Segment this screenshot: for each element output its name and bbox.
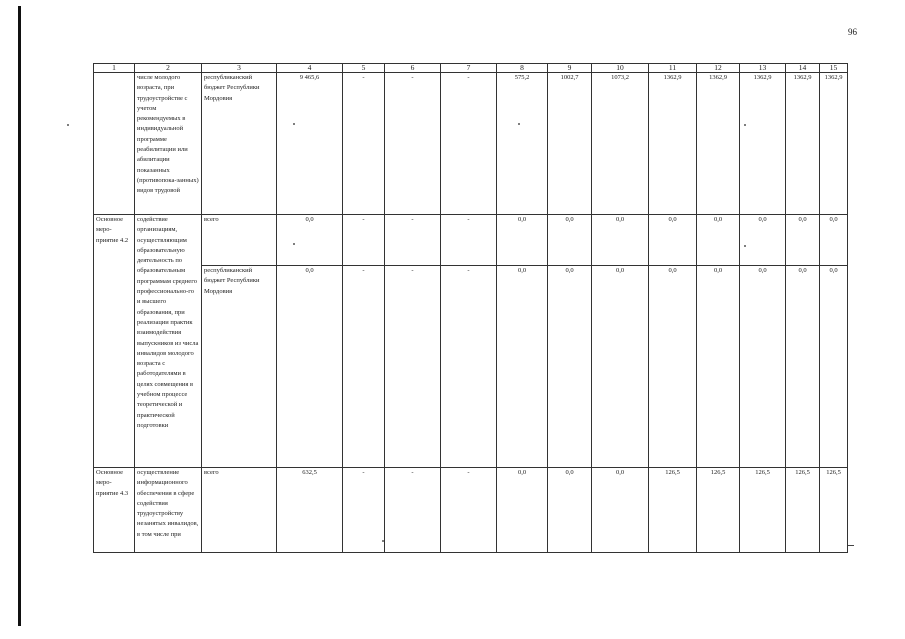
- value-cell: 126,5: [740, 468, 786, 553]
- page-number: 96: [848, 27, 857, 37]
- value-cell: -: [441, 73, 497, 215]
- activity-cell: Основное меро-приятие 4.3: [94, 468, 135, 553]
- scan-mark: [848, 545, 854, 546]
- value-cell: 1362,9: [820, 73, 848, 215]
- value-cell: -: [385, 468, 441, 553]
- header-cell: 15: [820, 64, 848, 73]
- value-cell: 126,5: [820, 468, 848, 553]
- value-cell: 0,0: [786, 266, 820, 468]
- value-cell: 1362,9: [786, 73, 820, 215]
- value-cell: -: [343, 266, 385, 468]
- value-cell: 126,5: [786, 468, 820, 553]
- value-cell: 0,0: [697, 215, 740, 266]
- value-cell: -: [441, 215, 497, 266]
- value-cell: -: [385, 266, 441, 468]
- value-cell: 1362,9: [697, 73, 740, 215]
- header-cell: 7: [441, 64, 497, 73]
- funding-source-cell: всего: [202, 468, 277, 553]
- description-cell: числе молодого возраста, при трудоустройстве с учетом рекомендуемых в индивидуальной программе реабилитации или абилитации показанных (противопока-занных) видов трудовой: [135, 73, 202, 215]
- value-cell: -: [441, 468, 497, 553]
- header-cell: 9: [548, 64, 592, 73]
- value-cell: 0,0: [548, 215, 592, 266]
- header-cell: 13: [740, 64, 786, 73]
- value-cell: 0,0: [820, 215, 848, 266]
- value-cell: 1362,9: [740, 73, 786, 215]
- header-cell: 4: [277, 64, 343, 73]
- funding-source-cell: республиканский бюджет Республики Мордовия: [202, 73, 277, 215]
- value-cell: -: [343, 73, 385, 215]
- value-cell: 632,5: [277, 468, 343, 553]
- value-cell: -: [385, 215, 441, 266]
- header-cell: 2: [135, 64, 202, 73]
- value-cell: 0,0: [497, 266, 548, 468]
- table-row: [94, 266, 848, 468]
- header-cell: 6: [385, 64, 441, 73]
- value-cell: 0,0: [786, 215, 820, 266]
- value-cell: -: [343, 215, 385, 266]
- value-cell: 0,0: [548, 266, 592, 468]
- table-row: [94, 73, 848, 215]
- scan-speck: [293, 243, 295, 245]
- header-cell: 14: [786, 64, 820, 73]
- header-cell: 10: [592, 64, 649, 73]
- scan-speck: [744, 245, 746, 247]
- value-cell: 575,2: [497, 73, 548, 215]
- value-cell: 0,0: [740, 266, 786, 468]
- value-cell: -: [441, 266, 497, 468]
- header-cell: 11: [649, 64, 697, 73]
- scan-speck: [382, 540, 384, 542]
- value-cell: 1362,9: [649, 73, 697, 215]
- header-cell: 1: [94, 64, 135, 73]
- table-row: [94, 215, 848, 266]
- scan-edge-line: [18, 6, 21, 626]
- activity-cell: [94, 73, 135, 215]
- scan-speck: [67, 124, 69, 126]
- header-cell: 3: [202, 64, 277, 73]
- description-cell: содействие организациям, осуществляющим образовательную деятельность по образовательным программам среднего профессионально-го и высшего образования, при реализации практик взаимодействия выпускников из числа инвалидов молодого возраста с работодателями в целях совмещения в учебном процессе теоретической и практической подготовки: [135, 215, 202, 468]
- value-cell: 0,0: [649, 266, 697, 468]
- activity-cell: Основное меро-приятие 4.2: [94, 215, 135, 468]
- value-cell: 0,0: [649, 215, 697, 266]
- value-cell: 0,0: [740, 215, 786, 266]
- value-cell: 126,5: [697, 468, 740, 553]
- value-cell: 126,5: [649, 468, 697, 553]
- table-header-row: [94, 64, 848, 73]
- value-cell: 0,0: [592, 266, 649, 468]
- value-cell: 9 465,6: [277, 73, 343, 215]
- header-cell: 5: [343, 64, 385, 73]
- scan-speck: [744, 124, 746, 126]
- value-cell: 0,0: [592, 468, 649, 553]
- value-cell: 1073,2: [592, 73, 649, 215]
- value-cell: 0,0: [497, 468, 548, 553]
- value-cell: 0,0: [277, 215, 343, 266]
- value-cell: 0,0: [697, 266, 740, 468]
- funding-source-cell: всего: [202, 215, 277, 266]
- value-cell: 0,0: [548, 468, 592, 553]
- value-cell: 0,0: [277, 266, 343, 468]
- header-cell: 8: [497, 64, 548, 73]
- scan-speck: [293, 123, 295, 125]
- table-row: [94, 468, 848, 553]
- value-cell: -: [343, 468, 385, 553]
- value-cell: 1002,7: [548, 73, 592, 215]
- value-cell: 0,0: [592, 215, 649, 266]
- header-cell: 12: [697, 64, 740, 73]
- value-cell: 0,0: [820, 266, 848, 468]
- funding-source-cell: республиканский бюджет Республики Мордовия: [202, 266, 277, 468]
- scan-speck: [518, 123, 520, 125]
- value-cell: -: [385, 73, 441, 215]
- description-cell: осуществление информационного обеспечения в сфере содействия трудоустройству незанятых инвалидов, в том числе при: [135, 468, 202, 553]
- value-cell: 0,0: [497, 215, 548, 266]
- budget-table: [93, 63, 848, 553]
